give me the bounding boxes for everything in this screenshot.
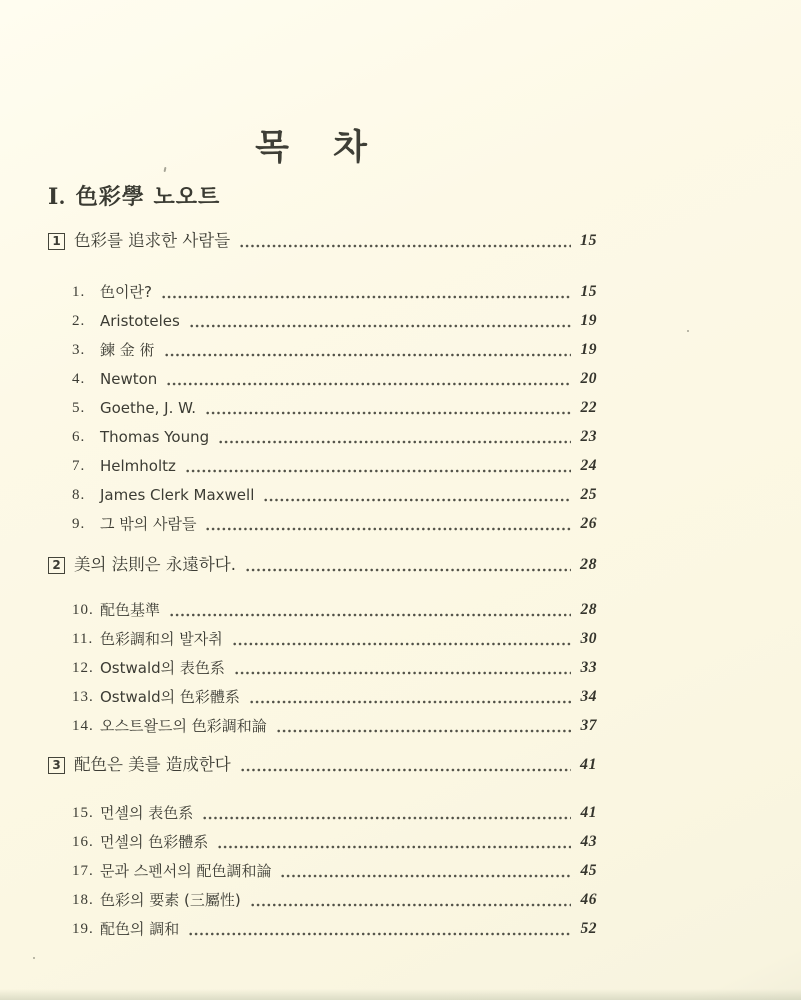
item-label: 色이란? xyxy=(100,283,152,301)
item-page-number: 30 xyxy=(580,630,597,647)
dot-leader xyxy=(245,568,571,572)
toc-item-row xyxy=(72,628,597,650)
item-label: Goethe, J. W. xyxy=(100,399,197,417)
dot-leader xyxy=(249,700,571,704)
item-number: 14. xyxy=(72,718,94,734)
toc-item-row xyxy=(72,397,597,419)
chapter-number-box: 1 xyxy=(48,233,65,250)
item-page-number: 34 xyxy=(580,688,597,705)
chapter-title: 美의 法則은 永遠하다. xyxy=(74,555,236,574)
scan-speck xyxy=(687,330,689,332)
toc-item-row xyxy=(72,918,597,940)
toc-item-row xyxy=(72,281,597,303)
item-label: Ostwald의 表色系 xyxy=(100,659,225,677)
dot-leader xyxy=(205,527,571,531)
dot-leader xyxy=(164,353,571,357)
item-number: 1. xyxy=(72,284,86,300)
item-page-number: 15 xyxy=(580,283,597,300)
item-number: 18. xyxy=(72,892,94,908)
dot-leader xyxy=(218,440,571,444)
chapter-number-box: 3 xyxy=(48,757,65,774)
toc-item-row xyxy=(72,484,597,506)
item-page-number: 52 xyxy=(580,920,597,937)
item-page-number: 41 xyxy=(580,804,597,821)
toc-item-row xyxy=(72,657,597,679)
dot-leader xyxy=(202,816,571,820)
item-number: 3. xyxy=(72,342,86,358)
toc-item-row xyxy=(72,860,597,882)
item-label: 그 밖의 사람들 xyxy=(100,515,197,533)
item-label: 먼셀의 色彩體系 xyxy=(100,833,209,851)
item-number: 10. xyxy=(72,602,94,618)
toc-item-row xyxy=(72,686,597,708)
item-page-number: 43 xyxy=(580,833,597,850)
dot-leader xyxy=(263,498,571,502)
item-number: 5. xyxy=(72,400,86,416)
dot-leader xyxy=(166,382,571,386)
toc-item-row xyxy=(72,339,597,361)
item-number: 17. xyxy=(72,863,94,879)
toc-item-row xyxy=(72,513,597,535)
item-number: 7. xyxy=(72,458,86,474)
toc-chapter-row xyxy=(48,754,597,776)
item-page-number: 19 xyxy=(580,341,597,358)
chapter-page-number: 41 xyxy=(580,756,597,773)
toc-item-row xyxy=(72,831,597,853)
part-title: 色彩學 노오트 xyxy=(75,185,221,210)
dot-leader xyxy=(169,613,571,617)
dot-leader xyxy=(205,411,571,415)
toc-item-row xyxy=(72,599,597,621)
item-number: 4. xyxy=(72,371,86,387)
item-number: 13. xyxy=(72,689,94,705)
item-number: 11. xyxy=(72,631,94,647)
item-label: 配色基準 xyxy=(100,601,161,619)
part-numeral: Ⅰ. xyxy=(48,184,66,209)
dot-leader xyxy=(234,671,571,675)
item-label: 配色의 調和 xyxy=(100,920,180,938)
item-number: 16. xyxy=(72,834,94,850)
toc-chapter-row xyxy=(48,230,597,252)
item-label: Aristoteles xyxy=(100,312,180,330)
dot-leader xyxy=(161,295,571,299)
item-label: Newton xyxy=(100,370,158,388)
item-label: 鍊 金 術 xyxy=(100,341,155,359)
item-label: 色彩調和의 발자취 xyxy=(100,630,223,648)
toc-item-row xyxy=(72,310,597,332)
item-number: 8. xyxy=(72,487,86,503)
item-label: James Clerk Maxwell xyxy=(100,486,255,504)
dot-leader xyxy=(188,932,571,936)
chapter-page-number: 15 xyxy=(580,232,597,249)
item-number: 2. xyxy=(72,313,86,329)
chapter-page-number: 28 xyxy=(580,556,597,573)
dot-leader xyxy=(232,642,571,646)
item-label: Ostwald의 色彩體系 xyxy=(100,688,240,706)
chapter-title: 配色은 美를 造成한다 xyxy=(74,755,231,774)
item-page-number: 24 xyxy=(580,457,597,474)
item-page-number: 20 xyxy=(580,370,597,387)
chapter-title: 色彩를 追求한 사람들 xyxy=(74,231,231,250)
item-page-number: 45 xyxy=(580,862,597,879)
item-label: 色彩의 要素 (三屬性) xyxy=(100,891,241,909)
item-page-number: 23 xyxy=(580,428,597,445)
toc-item-row xyxy=(72,715,597,737)
item-label: Helmholtz xyxy=(100,457,176,475)
item-number: 19. xyxy=(72,921,94,937)
dot-leader xyxy=(217,845,571,849)
item-page-number: 19 xyxy=(580,312,597,329)
toc-item-row xyxy=(72,426,597,448)
item-page-number: 33 xyxy=(580,659,597,676)
toc-item-row xyxy=(72,802,597,824)
chapter-number-box: 2 xyxy=(48,557,65,574)
dot-leader xyxy=(239,244,571,248)
item-label: 문과 스펜서의 配色調和論 xyxy=(100,862,272,880)
part-heading xyxy=(48,180,220,211)
dot-leader xyxy=(250,903,571,907)
toc-item-row xyxy=(72,455,597,477)
dot-leader xyxy=(276,729,571,733)
dot-leader xyxy=(185,469,571,473)
item-page-number: 46 xyxy=(580,891,597,908)
item-number: 6. xyxy=(72,429,86,445)
dot-leader xyxy=(189,324,571,328)
item-label: 오스트왈드의 色彩調和論 xyxy=(100,717,267,735)
page-title: 목 차 xyxy=(255,128,369,168)
toc-item-row xyxy=(72,368,597,390)
toc-item-row xyxy=(72,889,597,911)
item-page-number: 28 xyxy=(580,601,597,618)
item-page-number: 22 xyxy=(580,399,597,416)
item-label: 먼셀의 表色系 xyxy=(100,804,194,822)
scan-speck xyxy=(33,957,35,959)
item-label: Thomas Young xyxy=(100,428,210,446)
dot-leader xyxy=(280,874,571,878)
item-number: 15. xyxy=(72,805,94,821)
dot-leader xyxy=(240,768,571,772)
item-page-number: 37 xyxy=(580,717,597,734)
item-number: 9. xyxy=(72,516,86,532)
toc-chapter-row xyxy=(48,554,597,576)
item-page-number: 25 xyxy=(580,486,597,503)
item-number: 12. xyxy=(72,660,94,676)
item-page-number: 26 xyxy=(580,515,597,532)
page-bottom-shadow xyxy=(0,989,801,1000)
